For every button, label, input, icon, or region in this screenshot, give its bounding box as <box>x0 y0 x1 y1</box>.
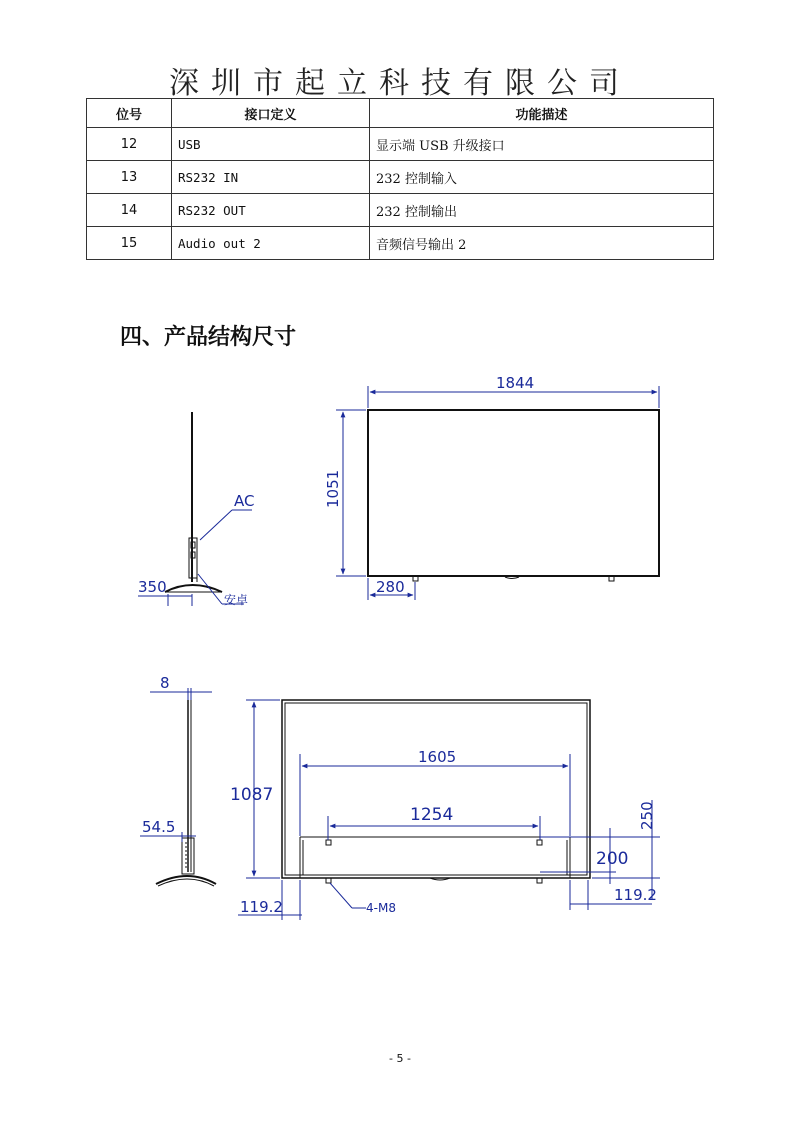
dim-280: 280 <box>376 578 405 596</box>
cell-interface: USB <box>172 128 370 161</box>
page-number: - 5 - <box>389 1052 411 1065</box>
dim-width-1844: 1844 <box>496 374 535 392</box>
dim-250: 250 <box>638 801 656 830</box>
mount-label: 安卓 <box>224 593 249 607</box>
dim-8: 8 <box>160 674 170 692</box>
col-header-interface: 接口定义 <box>172 99 370 128</box>
dim-350: 350 <box>138 578 167 596</box>
cell-function: 232 控制输出 <box>370 194 714 227</box>
cell-function: 音频信号输出 2 <box>370 227 714 260</box>
cell-interface: RS232 OUT <box>172 194 370 227</box>
dim-1087: 1087 <box>230 785 274 805</box>
dim-1605: 1605 <box>418 748 457 766</box>
cell-function: 232 控制输入 <box>370 161 714 194</box>
cell-function: 显示端 USB 升级接口 <box>370 128 714 161</box>
dim-height-1051: 1051 <box>324 469 342 508</box>
ac-label: AC <box>234 492 255 510</box>
screw-label-4-m8: 4-M8 <box>366 901 396 915</box>
dim-54-5: 54.5 <box>142 818 176 836</box>
cell-position: 12 <box>87 128 172 161</box>
cell-position: 15 <box>87 227 172 260</box>
dim-119-2-right: 119.2 <box>614 886 657 904</box>
cell-interface: Audio out 2 <box>172 227 370 260</box>
cell-position: 14 <box>87 194 172 227</box>
cell-position: 13 <box>87 161 172 194</box>
company-name: 深圳市起立科技有限公司 <box>169 66 631 101</box>
cell-interface: RS232 IN <box>172 161 370 194</box>
col-header-function: 功能描述 <box>370 99 714 128</box>
section-title: 四、产品结构尺寸 <box>120 325 297 350</box>
col-header-position: 位号 <box>87 99 172 128</box>
dim-1254: 1254 <box>410 805 454 825</box>
dim-119-2-left: 119.2 <box>240 898 283 916</box>
dim-200: 200 <box>596 849 629 869</box>
side-view-bottom <box>140 688 216 886</box>
front-view-top <box>336 386 659 600</box>
